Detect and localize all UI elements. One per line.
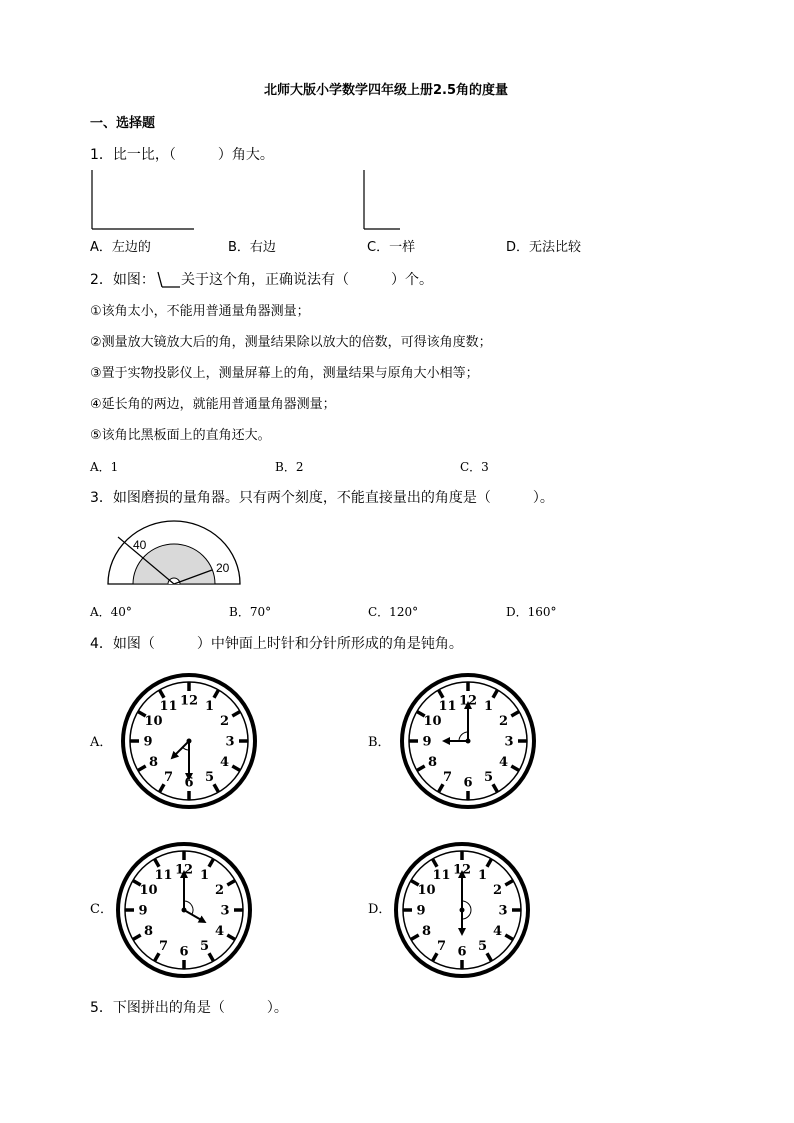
clock-number: 2 [219, 714, 230, 729]
q2-option-b[interactable]: B．2 [275, 460, 304, 474]
q1-option-b[interactable]: B．右边 [228, 240, 276, 255]
clock-number: 6 [457, 944, 467, 960]
clock-number: 4 [492, 924, 503, 939]
clock-number: 6 [463, 775, 473, 791]
clock-number: 11 [432, 867, 451, 883]
clock-number: 5 [199, 939, 210, 955]
clock-number: 2 [492, 883, 503, 898]
clock-center-dot [460, 908, 465, 913]
question-3-stem: 3．如图磨损的量角器。只有两个刻度，不能直接量出的角度是（ ）。 [90, 490, 554, 506]
clock-option-d[interactable] [394, 842, 530, 978]
clock-number: 7 [163, 770, 174, 786]
clock-option-a[interactable] [121, 673, 257, 809]
clock-number: 8 [143, 924, 154, 939]
q1-option-c[interactable]: C．一样 [367, 240, 416, 255]
clock-number: 9 [138, 903, 148, 919]
q2-option-c[interactable]: C．3 [460, 460, 489, 474]
clock-number: 4 [214, 924, 225, 939]
clock-number: 9 [416, 903, 426, 919]
clock-number: 1 [483, 698, 494, 714]
q4-option-c-label[interactable]: C． [90, 902, 113, 917]
clock-number: 10 [144, 714, 163, 729]
clock-number: 3 [220, 903, 230, 919]
clock-center-dot [466, 739, 471, 744]
clock-number: 11 [154, 867, 173, 883]
clock-number: 12 [179, 693, 199, 709]
q2-option-a[interactable]: A．1 [90, 460, 119, 474]
q4-option-a-label[interactable]: A． [90, 735, 113, 750]
clock-center-dot [182, 908, 187, 913]
question-4-stem: 4．如图（ ）中钟面上时针和分针所形成的角是钝角。 [90, 636, 463, 652]
question-1-stem: 1．比一比，（ ）角大。 [90, 147, 274, 163]
clock-number: 8 [421, 924, 432, 939]
clock-number: 6 [179, 944, 189, 960]
clock-number: 3 [498, 903, 508, 919]
clock-number: 3 [504, 734, 514, 750]
q1-option-a[interactable]: A．左边的 [90, 240, 151, 255]
protractor-label-40: 40 [133, 538, 147, 552]
clock-number: 3 [225, 734, 235, 750]
clock-number: 11 [438, 698, 457, 714]
section-heading: 一、选择题 [90, 116, 156, 131]
clock-number: 6 [184, 775, 194, 791]
q3-option-d[interactable]: D．160° [506, 605, 557, 619]
q4-option-d-label[interactable]: D． [368, 902, 392, 917]
clock-number: 7 [442, 770, 453, 786]
q2-statement-2: ②测量放大镜放大后的角，测量结果除以放大的倍数，可得该角度数； [90, 335, 492, 350]
clock-number: 7 [158, 939, 169, 955]
q3-option-b[interactable]: B．70° [229, 605, 272, 619]
clock-number: 10 [417, 883, 436, 898]
q2-statement-5: ⑤该角比黑板面上的直角还大。 [90, 428, 271, 443]
clock-number: 8 [427, 755, 438, 770]
clock-number: 12 [452, 862, 472, 878]
question-2-stem-prefix: 2．如图： [90, 272, 155, 288]
clock-number: 12 [174, 862, 194, 878]
page-title: 北师大版小学数学四年级上册2.5角的度量 [264, 83, 509, 98]
q3-option-c[interactable]: C．120° [368, 605, 419, 619]
q2-statement-4: ④延长角的两边，就能用普通量角器测量； [90, 397, 336, 412]
q4-option-b-label[interactable]: B． [368, 735, 391, 750]
clock-number: 9 [422, 734, 432, 750]
q3-option-a[interactable]: A．40° [90, 605, 132, 619]
q2-statement-1: ①该角太小，不能用普通量角器测量； [90, 304, 310, 319]
clock-option-b[interactable] [400, 673, 536, 809]
clock-number: 10 [423, 714, 442, 729]
clock-number: 7 [436, 939, 447, 955]
question-5-stem: 5．下图拼出的角是（ ）。 [90, 1000, 288, 1016]
clock-number: 10 [139, 883, 158, 898]
q2-statement-3: ③置于实物投影仪上，测量屏幕上的角，测量结果与原角大小相等； [90, 366, 479, 381]
question-2-stem-suffix: 关于这个角，正确说法有（ ）个。 [181, 272, 433, 288]
clock-number: 1 [477, 867, 488, 883]
clock-number: 1 [204, 698, 215, 714]
clock-number: 5 [477, 939, 488, 955]
clock-number: 11 [159, 698, 178, 714]
q1-option-d[interactable]: D．无法比较 [506, 240, 582, 255]
clock-number: 12 [458, 693, 478, 709]
clock-number: 5 [483, 770, 494, 786]
clock-number: 5 [204, 770, 215, 786]
clock-number: 4 [219, 755, 230, 770]
clock-number: 2 [498, 714, 509, 729]
clock-number: 4 [498, 755, 509, 770]
clock-option-c[interactable] [116, 842, 252, 978]
clock-number: 1 [199, 867, 210, 883]
clock-number: 9 [143, 734, 153, 750]
clock-number: 2 [214, 883, 225, 898]
clock-number: 8 [148, 755, 159, 770]
protractor-label-20: 20 [216, 561, 230, 575]
clock-center-dot [187, 739, 192, 744]
